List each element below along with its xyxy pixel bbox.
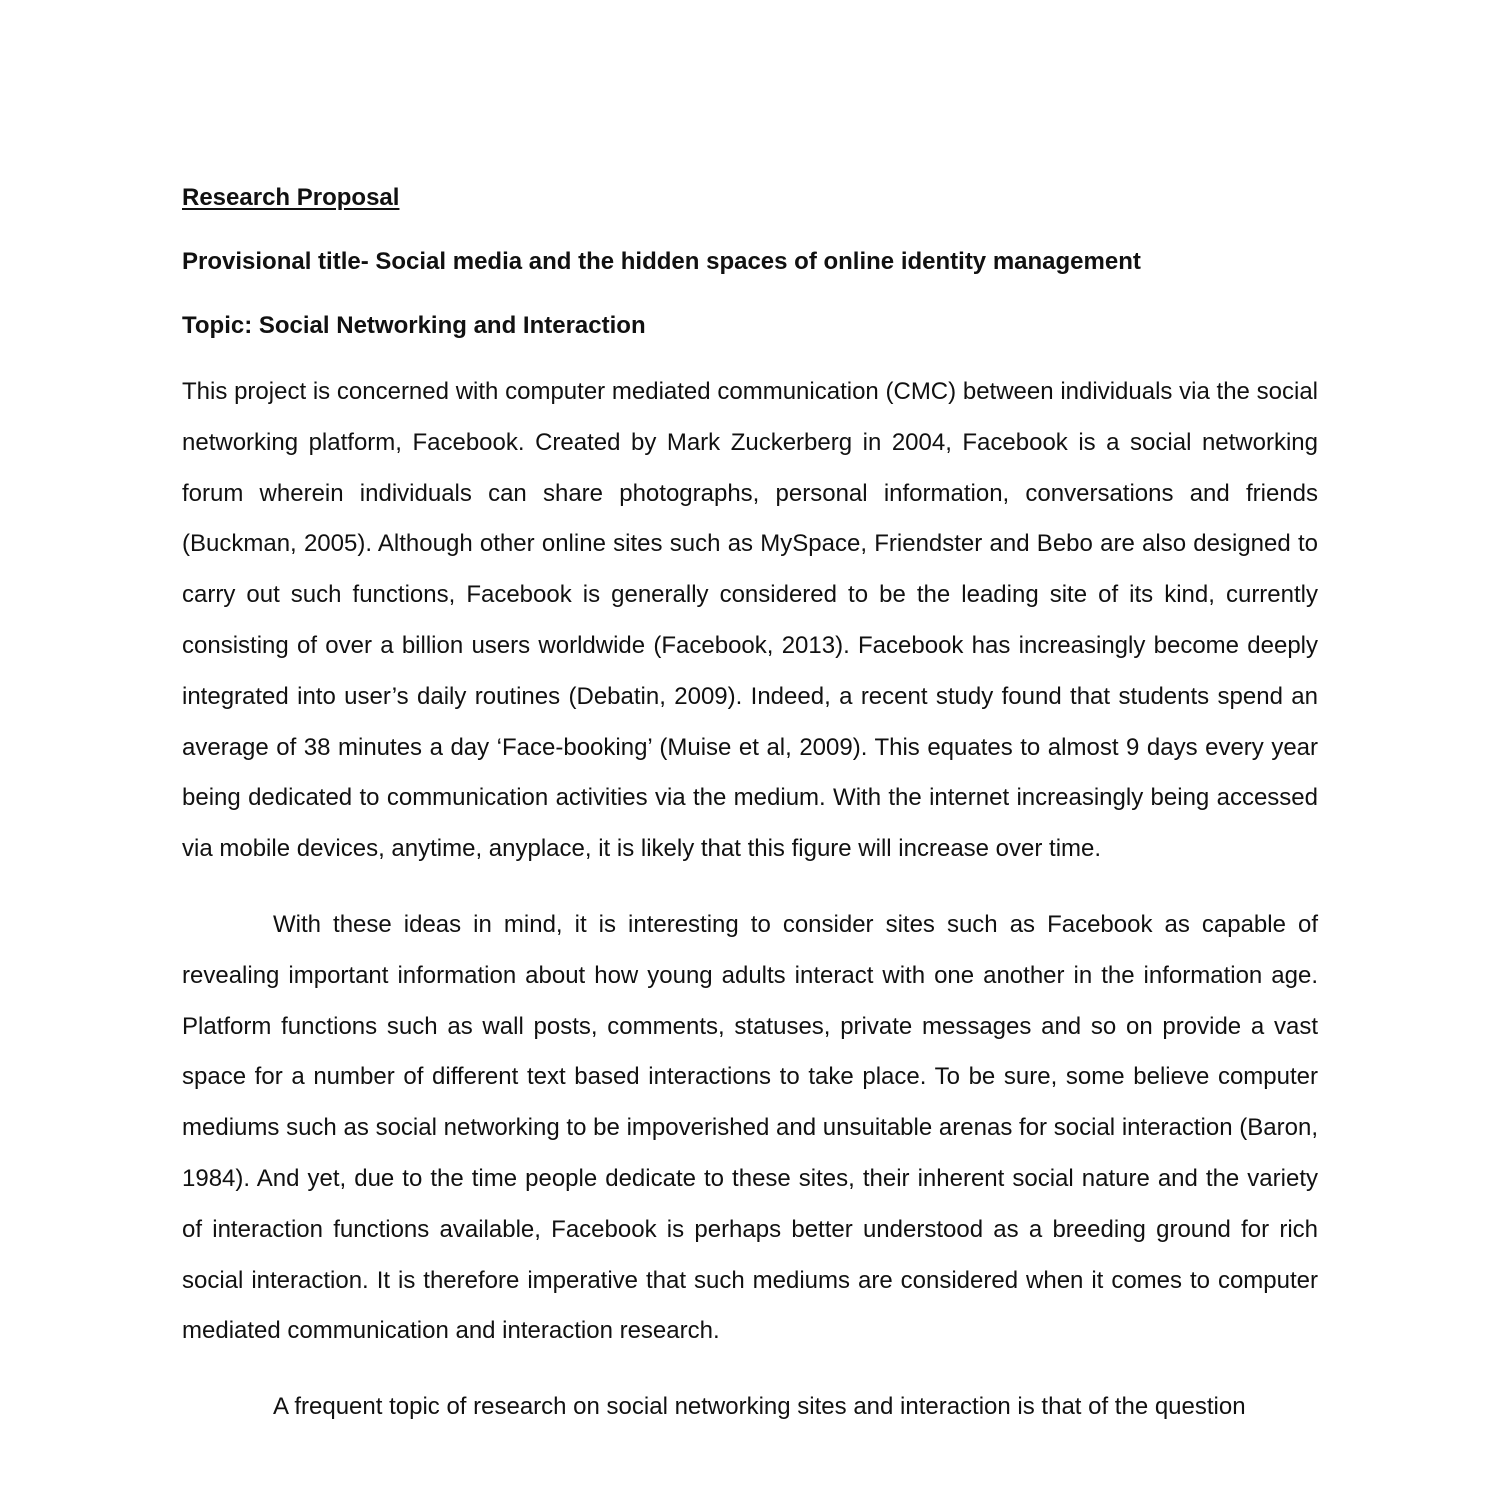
provisional-title: Provisional title- Social media and the hidden spaces of online identity management bbox=[182, 248, 1141, 275]
paragraph-1: This project is concerned with computer mediated communication (CMC) between individuals via the social networking platform, Facebook. Created by Mark Zuckerberg in 2004, Facebook is a social networking forum wherein individuals can share photographs, personal information, conversations and friends (Buckman, 2005). Although other online sites such as MySpace, Friendster and Bebo are also designed to carry out such functions, Facebook is generally considered to be the leading site of its kind, currently consisting of over a billion users worldwide (Facebook, 2013). Facebook has increasingly become deeply integrated into user’s daily routines (Debatin, 2009). Indeed, a recent study found that students spend an average of 38 minutes a day ‘Face-booking’ (Muise et al, 2009). This equates to almost 9 days every year being dedicated to communication activities via the medium. With the internet increasingly being accessed via mobile devices, anytime, anyplace, it is likely that this figure will increase over time. bbox=[182, 378, 1318, 863]
paragraph-3: A frequent topic of research on social networking sites and interaction is that of the question bbox=[273, 1393, 1246, 1421]
topic-heading: Topic: Social Networking and Interaction bbox=[182, 312, 646, 339]
document-body bbox=[182, 182, 1318, 1433]
paragraph-2: With these ideas in mind, it is interesting to consider sites such as Facebook as capable of revealing important information about how young adults interact with one another in the information age. Platform functions such as wall posts, comments, statuses, private messages and so on provide a vast space for a number of different text based interactions to take place. To be sure, some believe computer mediums such as social networking to be impoverished and unsuitable arenas for social interaction (Baron, 1984). And yet, due to the time people dedicate to these sites, their inherent social nature and the variety of interaction functions available, Facebook is perhaps better understood as a breeding ground for rich social interaction. It is therefore imperative that such mediums are considered when it comes to computer mediated communication and interaction research. bbox=[182, 910, 1318, 1345]
document-heading: Research Proposal bbox=[182, 184, 400, 211]
